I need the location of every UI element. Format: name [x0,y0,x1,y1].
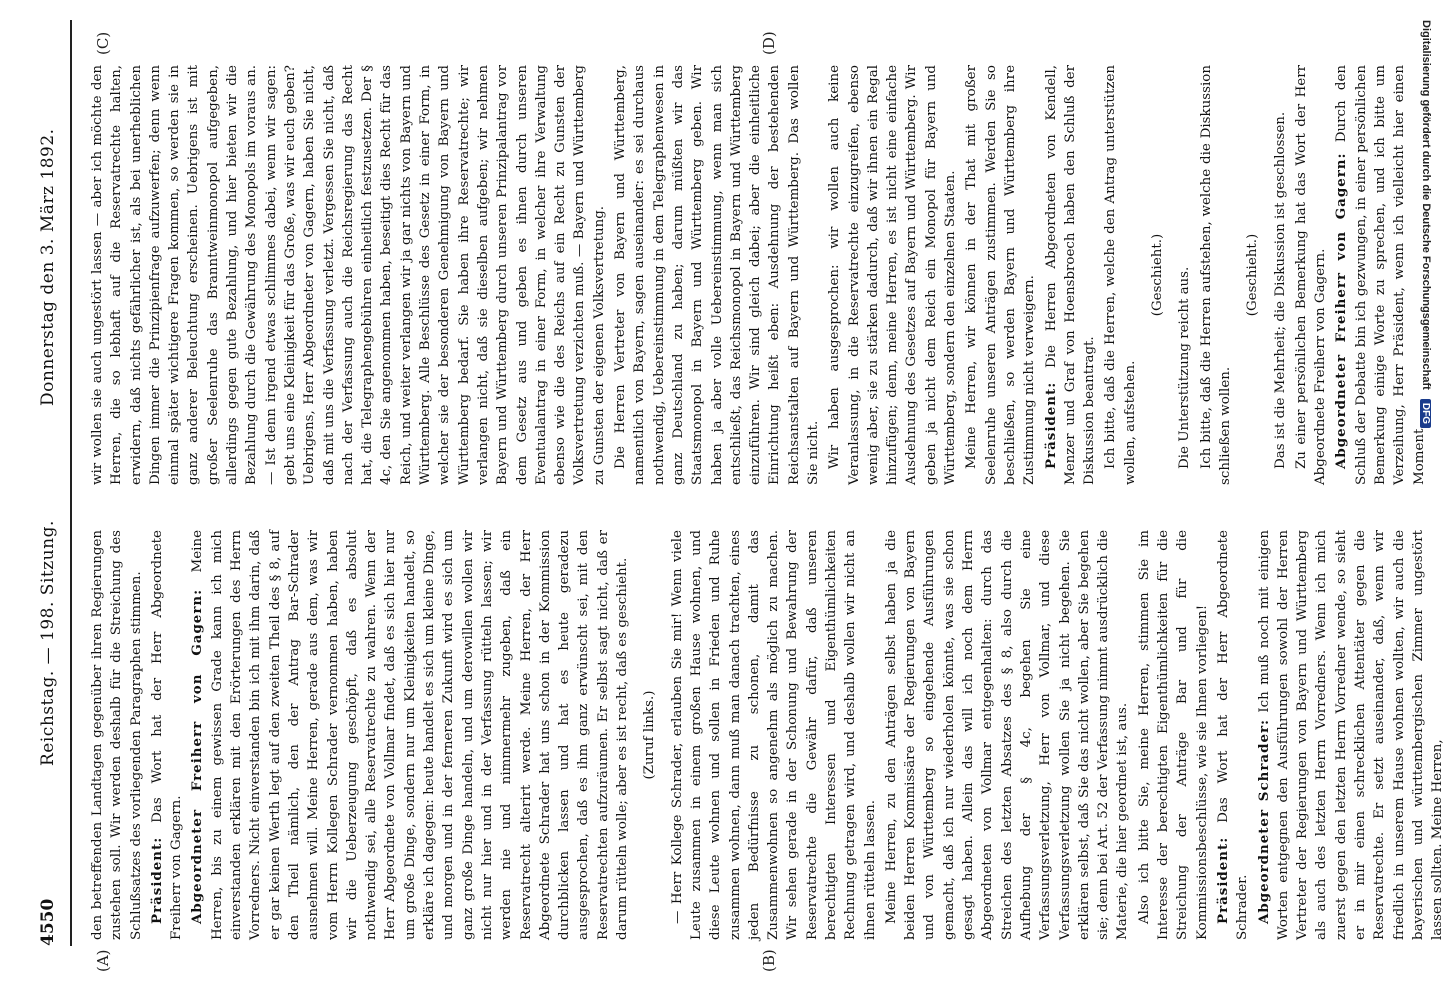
paragraph: Die Unterstützung reicht aus. [1177,266,1193,469]
paragraph: den betreffenden Landtagen gegenüber ihren Regierungen zustehen soll. Wir werden deshalb für die Streichung des Schlußsatzes des vorliegenden Paragraphen stimmen. [90,530,144,940]
marker-a: (A) [94,949,112,972]
marker-d: (D) [760,31,778,55]
paragraph [1042,65,1100,485]
paragraph: Also ich bitte Sie, meine Herren, stimmen Sie im Interesse der berechtigten Eigenthümlichkeiten für die Streichung der Anträge Bar und für die Kommissionsbeschlüsse, wie sie Ihnen vorliegen! [1136,530,1210,940]
paragraph [188,530,632,940]
paragraph: Meine Herren, zu den Anträgen selbst haben ja die beiden Herren Kommissäre der Regierungen von Bayern und von Württemberg so eingehende Ausführungen gemacht, daß ich nur wiederholen könnte, was sie schon gesagt haben. Allein das will ich noch dem Herrn Abgeordneten von Vollmar entgegenhalten: durch das Streichen des letzten Absatzes des § 8, also durch die Aufhebung der § 4c, begehen Sie eine Verfassungsverletzung, Herr von Vollmar, und diese Verfassungsverletzung wollen Sie ja nicht begehen. Sie erklären selbst, daß Sie das nicht wollen, aber Sie begehen sie; denn bei Art. 52 der Verfassung nimmt ausdrücklich die Materie, die hier geordnet ist, aus. [883,530,1131,940]
speaker-label: Abgeordneter Freiherr von Gagern: [189,588,206,924]
paragraph: Wir haben ausgesprochen: wir wollen auch keine Veranlassung, in die Reservatrechte einzugreifen, ebenso wenig aber, sie zu stärken dadurch, daß wir ihnen ein Regal hinzufügen; denn, meine Herren, es ist nicht eine einfache Ausdehnung des Gesetzes auf Bayern und Württemberg. Wir geben ja nicht dem Reich ein Monopol für Bayern und Württemberg, sondern den einzelnen Staaten. [827,65,959,485]
right-column [88,65,1431,485]
dfg-logo: DFG [1420,399,1431,428]
left-column [88,530,1449,940]
paragraph-text: Das Wort hat der Herr Abgeordnete Freiherr von Gagern. [149,530,185,940]
interjection: (Geschieht.) [1150,233,1166,317]
paragraph: Die Herren Vertreter von Bayern und Württemberg, namentlich von Bayern, sagen auseinander: es sei durchaus nothwendig, Uebereinstimmung in dem Telegraphenwesen in ganz Deutschland zu haben; darum müßten wir das Staatsmonopol in Bayern und Württemberg geben. Wir haben ja aber volle Uebereinstimmung, wenn man sich entschließt, das Reichsmonopol in Bayern und Württemberg einzuführen. Wir sind gleich dabei; aber die einheitliche Einrichtung heißt eben: Ausdehnung der bestehenden Reichsanstalten auf Bayern und Württemberg. Das wollen Sie nicht. [613,65,821,485]
interjection: (Geschieht.) [1245,233,1261,317]
paragraph-text: Die Herren Abgeordneten von Kendell, Menzer und Graf von Hoensbroech haben den Schluß der Diskussion beantragt. [1043,65,1098,485]
paragraph [1214,530,1253,940]
paragraph: Das ist die Mehrheit; die Diskussion ist geschlossen. [1272,111,1288,469]
paragraph-text: Das Wort hat der Herr Abgeordnete Schrader. [1215,530,1251,940]
session-title: Reichstag. — 198. Sitzung. [38,520,58,766]
marker-c: (C) [94,31,112,55]
paragraph-text: Meine Herren, bis zu einem gewissen Grade kann ich mich einverstanden erklären mit den Erörterungen des Herrn Vorredners. Nicht einverstanden bin ich mit ihm darin, daß er gar keinen Werth legt auf den zweiten Theil des § 8, auf den Theil nämlich, den der Antrag Bar-Schrader ausnehmen will. Meine Herren, gerade aus dem, was wir vom Herrn Kollegen Schrader vernommen haben, haben wir die Ueberzeugung geschöpft, daß es absolut nothwendig sei, alle Reservatrechte zu wahren. Wenn der Herr Abgeordnete von Vollmar findet, daß es sich hier nur um große Dinge, sondern nur um Kleinigkeiten handelt, so erkläre ich dagegen: heute handelt es sich um kleine Dinge, und morgen und in der ferneren Zukunft wird es sich um ganz große Dinge handeln, und um derowillen wollen wir nicht nur hier und in der Verfassung rütteln lassen; wir werden nie und nimmermehr zugeben, daß ein Reservatrecht alterirt werde. Meine Herren, der Herr Abgeordnete Schrader hat uns schon in der Kommission durchblicken lassen und hat es heute geradezu ausgesprochen, daß es ihm ganz erwünscht sei, mit den Reservatrechten aufzuräumen. Er selbst sagt nicht, daß er darum rütteln wolle; aber es ist recht, daß es geschieht. [190,530,631,940]
paragraph: Ich bitte, daß die Herren aufstehen, welche die Diskussion schließen wollen. [1198,65,1233,485]
interjection: (Zuruf links.) [642,690,658,780]
paragraph: Zu einer persönlichen Bemerkung hat das Wort der Herr Abgeordnete Freiherr von Gagern. [1293,65,1329,485]
speaker-label: Präsident: [148,836,165,924]
paragraph: wir wollen sie auch ungestört lassen — aber ich möchte den Herren, die so lebhaft auf die Reservatrechte halten, erwidern, daß nichts gefährlicher ist, als bei unerheblichen Dingen immer die Prinzipienfrage aufzuwerfen; denn wenn einmal später wichtigere Fragen kommen, so werden sie in ganz anderer Beleuchtung erscheinen. Uebrigens ist mit großer Seelenruhe das Branntweinmonopol aufgegeben, allerdings gegen gute Bezahlung, und hier bieten wir die Bezahlung durch die Gewährung des Monopols im voraus an. — Ist denn irgend etwas schlimmes dabei, wenn wir sagen: gebt uns eine Kleinigkeit für das Große, was wir euch geben? Uebrigens, Herr Abgeordneter von Gagern, haben Sie nicht, daß mit uns die Verfassung verletzt. Vergessen Sie nicht, daß nach der Verfassung auch die Reichsregierung das Recht hat, die Telegraphengebühren einheitlich festzusetzen. Der § 4c, den Sie angenommen haben, beseitigt dies Recht für das Reich, und weiter verlangen wir ja gar nichts von Bayern und Württemberg. Alle Beschlüsse des Gesetz in einer Form, in welcher sie der besonderen Genehmigung von Bayern und Württemberg bedarf. Sie haben ihre Reservatrechte; wir verlangen nicht, daß sie dieselben aufgeben; wir nehmen Bayern und Württemberg durch unseren Prinzipalantrag vor dem Gesetz aus und geben es ihnen durch unseren Eventualantrag in einer Form, in welcher ihre Verwaltung ebenso wie die des Reichs auf ein Recht zu Gunsten der Volksvertretung verzichten muß. — Bayern und Württemberg zu Gunsten der eigenen Volksvertretung. [90,65,607,485]
page-header [18,20,72,946]
session-date: Donnerstag den 3. März 1892. [38,128,58,406]
paragraph-text: Durch den Schluß der Debatte bin ich gezwungen, in einer persönlichen Bemerkung einige Worte zu sprechen, und ich bitte um Verzeihung, Herr Präsident, wenn ich vielleicht hier einen Moment [1334,65,1427,485]
paragraph: Meine Herren, wir können in der That mit großer Seelenruhe unseren Anträgen zustimmen. Werden Sie so beschließen, so werden Bayern und Württemberg ihre Zustimmung nicht verweigern. [964,65,1038,485]
paragraph [148,530,187,940]
page-number: 4550 [38,898,58,946]
funding-watermark [1410,20,1432,980]
paragraph: — Herr Kollege Schrader, erlauben Sie mir! Wenn viele Leute zusammen in einem großen Hause wohnen, und diese Leute wohnen und sollen in Frieden und Ruhe zusammen wohnen, dann muß man danach trachten, eines jeden Bedürfnisse zu schonen, damit das Zusammenwohnen so angenehm als möglich zu machen. Wir sehen gerade in der Schonung und Bewahrung der Reservatrechte die Gewähr dafür, daß unseren berechtigten Interessen und Eigenthümlichkeiten Rechnung getragen wird, und deshalb wollen wir nicht an ihnen rütteln lassen. [669,530,878,940]
marker-b: (B) [760,949,778,972]
speaker-label: Präsident: [1042,381,1059,469]
watermark-text: Digitalisierung gefördert durch die Deutsche Forschungsgemeinschaft [1420,20,1432,390]
paragraph: Ich bitte, daß die Herren, welche den Antrag unterstützen wollen, aufstehen. [1103,65,1138,485]
speaker-label: Präsident: [1214,836,1231,924]
speaker-label: Abgeordneter Schrader: [1255,719,1272,924]
speaker-label: Abgeordneter Freiherr von Gagern: [1333,152,1350,469]
paragraph-text: Ich muß noch mit einigen Worten entgegnen den Ausführungen sowohl der Herren Vertreter der Regierungen von Bayern und Württemberg als auch des letzten Herrn Vorredners. Wenn ich mich zuerst gegen den letzten Herrn Vorredner wende, so sieht er in mir einen schrecklichen Attentäter gegen die Reservatrechte. Er setzt auseinander, daß, wenn wir friedlich in unserem Hause wohnen wollten, wir auch die bayerischen und württembergischen Zimmer ungestört lassen sollten. Meine Herren, [1256,530,1446,940]
